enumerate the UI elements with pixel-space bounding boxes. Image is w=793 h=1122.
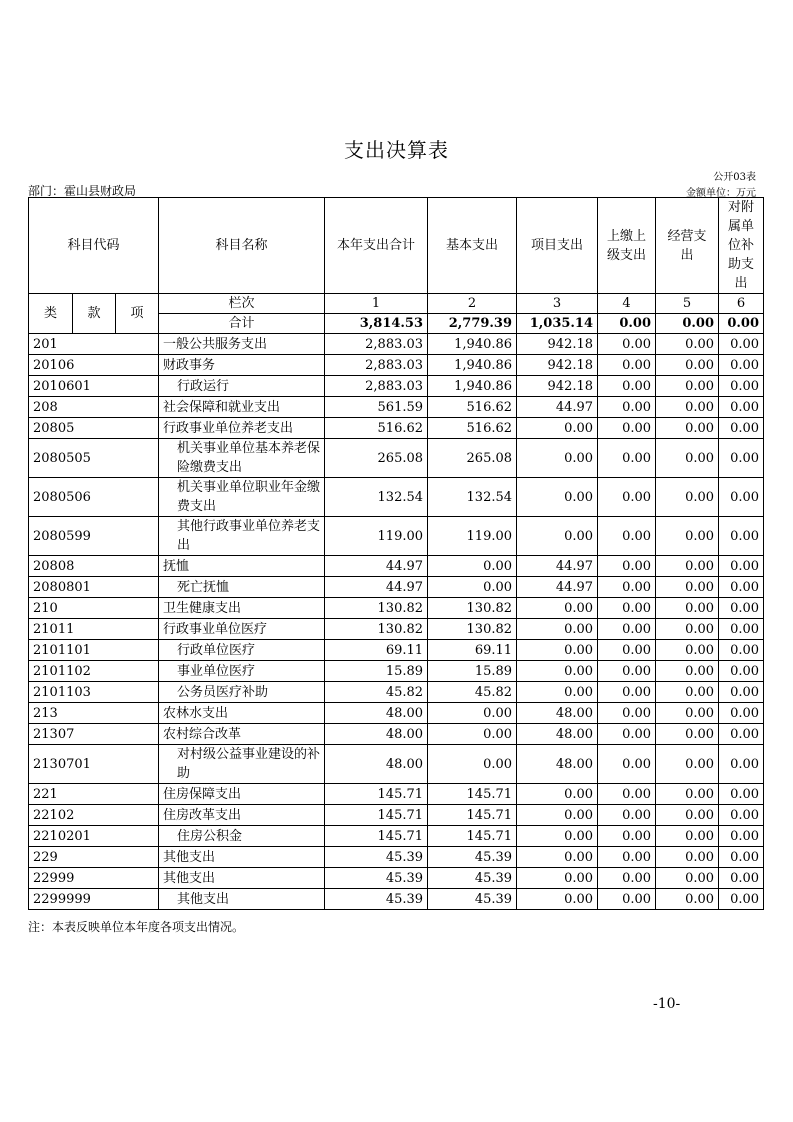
amount-cell: 0.00	[517, 826, 598, 847]
subject-code-cell: 20808	[29, 556, 159, 577]
amount-cell: 0.00	[517, 682, 598, 703]
amount-cell: 0.00	[719, 334, 764, 355]
table-note: 注：本表反映单位本年度各项支出情况。	[28, 920, 245, 934]
subject-code-cell: 2101101	[29, 640, 159, 661]
table-row	[29, 619, 764, 640]
table-row	[29, 724, 764, 745]
amount-cell: 1,940.86	[428, 334, 517, 355]
amount-cell: 0.00	[656, 745, 719, 784]
amount-cell: 48.00	[517, 724, 598, 745]
amount-cell: 0.00	[656, 640, 719, 661]
subject-name-cell: 其他支出	[159, 868, 325, 889]
subject-code-cell: 2080599	[29, 517, 159, 556]
amount-cell: 0.00	[517, 784, 598, 805]
amount-cell: 0.00	[719, 805, 764, 826]
amount-cell: 0.00	[517, 805, 598, 826]
amount-cell: 0.00	[598, 826, 656, 847]
amount-cell: 45.39	[325, 889, 428, 910]
lanci-row	[29, 294, 764, 314]
subject-name-cell: 住房改革支出	[159, 805, 325, 826]
subject-code-cell: 22999	[29, 868, 159, 889]
amount-cell: 0.00	[656, 724, 719, 745]
table-row	[29, 397, 764, 418]
department-label: 部门：霍山县财政局	[28, 184, 137, 198]
amount-cell: 0.00	[656, 826, 719, 847]
amount-cell: 0.00	[719, 784, 764, 805]
subject-code-cell: 210	[29, 598, 159, 619]
subject-code-cell: 2010601	[29, 376, 159, 397]
amount-cell: 0.00	[719, 724, 764, 745]
subject-code-cell: 2080505	[29, 439, 159, 478]
amount-cell: 130.82	[428, 619, 517, 640]
amount-cell: 0.00	[598, 847, 656, 868]
table-row	[29, 889, 764, 910]
amount-cell: 516.62	[428, 397, 517, 418]
subject-code-cell: 221	[29, 784, 159, 805]
subject-name-cell: 机关事业单位职业年金缴费支出	[159, 478, 325, 517]
amount-cell: 0.00	[656, 619, 719, 640]
total-cell: 0.00	[656, 314, 719, 334]
amount-cell: 145.71	[325, 784, 428, 805]
amount-cell: 0.00	[517, 598, 598, 619]
subject-code-cell: 21307	[29, 724, 159, 745]
amount-cell: 130.82	[325, 619, 428, 640]
amount-cell: 0.00	[517, 619, 598, 640]
amount-cell: 0.00	[719, 397, 764, 418]
header-lei: 类	[29, 294, 73, 334]
amount-cell: 44.97	[517, 556, 598, 577]
amount-cell: 265.08	[428, 439, 517, 478]
col-number-4: 4	[598, 294, 656, 314]
col-number-6: 6	[719, 294, 764, 314]
amount-cell: 0.00	[656, 577, 719, 598]
amount-cell: 0.00	[598, 724, 656, 745]
amount-cell: 0.00	[719, 619, 764, 640]
amount-cell: 0.00	[719, 661, 764, 682]
table-row	[29, 334, 764, 355]
subject-name-cell: 其他行政事业单位养老支出	[159, 517, 325, 556]
col-number-1: 1	[325, 294, 428, 314]
amount-cell: 0.00	[517, 889, 598, 910]
amount-cell: 44.97	[325, 577, 428, 598]
amount-cell: 45.39	[325, 847, 428, 868]
amount-cell: 45.39	[325, 868, 428, 889]
amount-cell: 0.00	[598, 661, 656, 682]
table-row	[29, 703, 764, 724]
amount-cell: 45.39	[428, 847, 517, 868]
subject-code-cell: 201	[29, 334, 159, 355]
amount-cell: 0.00	[656, 784, 719, 805]
amount-cell: 132.54	[428, 478, 517, 517]
amount-cell: 1,940.86	[428, 376, 517, 397]
amount-cell: 516.62	[428, 418, 517, 439]
subject-name-cell: 农林水支出	[159, 703, 325, 724]
amount-cell: 0.00	[656, 517, 719, 556]
amount-cell: 0.00	[656, 847, 719, 868]
amount-cell: 0.00	[719, 640, 764, 661]
amount-cell: 0.00	[598, 334, 656, 355]
subject-code-cell: 2299999	[29, 889, 159, 910]
header-upper-payment: 上缴上级支出	[598, 198, 656, 294]
header-row	[29, 198, 764, 294]
amount-cell: 0.00	[598, 439, 656, 478]
amount-cell: 0.00	[598, 682, 656, 703]
subject-name-cell: 农村综合改革	[159, 724, 325, 745]
amount-cell: 0.00	[598, 478, 656, 517]
subject-name-cell: 住房公积金	[159, 826, 325, 847]
table-row	[29, 847, 764, 868]
amount-cell: 45.39	[428, 889, 517, 910]
amount-cell: 48.00	[325, 724, 428, 745]
total-cell: 0.00	[719, 314, 764, 334]
subject-code-cell: 2101103	[29, 682, 159, 703]
table-row	[29, 598, 764, 619]
amount-cell: 942.18	[517, 376, 598, 397]
total-cell: 2,779.39	[428, 314, 517, 334]
amount-cell: 130.82	[325, 598, 428, 619]
amount-cell: 0.00	[656, 418, 719, 439]
amount-cell: 0.00	[656, 478, 719, 517]
table-row	[29, 640, 764, 661]
amount-cell: 1,940.86	[428, 355, 517, 376]
subject-name-cell: 住房保障支出	[159, 784, 325, 805]
table-row	[29, 577, 764, 598]
amount-cell: 0.00	[656, 334, 719, 355]
amount-cell: 0.00	[517, 868, 598, 889]
amount-cell: 0.00	[719, 478, 764, 517]
header-subsidiary-subsidy: 对附属单位补助支出	[719, 198, 764, 294]
amount-cell: 2,883.03	[325, 334, 428, 355]
table-row	[29, 826, 764, 847]
subject-name-cell: 公务员医疗补助	[159, 682, 325, 703]
table-row	[29, 805, 764, 826]
subject-code-cell: 22102	[29, 805, 159, 826]
amount-cell: 0.00	[719, 682, 764, 703]
amount-cell: 132.54	[325, 478, 428, 517]
expenditure-table	[28, 197, 764, 910]
amount-cell: 0.00	[598, 376, 656, 397]
amount-cell: 0.00	[598, 517, 656, 556]
subject-code-cell: 21011	[29, 619, 159, 640]
amount-cell: 0.00	[719, 577, 764, 598]
amount-cell: 44.97	[517, 577, 598, 598]
total-cell: 0.00	[598, 314, 656, 334]
header-lanci: 栏次	[159, 294, 325, 314]
total-cell: 1,035.14	[517, 314, 598, 334]
amount-cell: 561.59	[325, 397, 428, 418]
table-row	[29, 745, 764, 784]
amount-cell: 0.00	[428, 556, 517, 577]
amount-cell: 0.00	[719, 889, 764, 910]
amount-cell: 145.71	[428, 805, 517, 826]
subject-code-cell: 20805	[29, 418, 159, 439]
amount-cell: 48.00	[517, 745, 598, 784]
amount-cell: 2,883.03	[325, 355, 428, 376]
table-row	[29, 868, 764, 889]
header-subject-name: 科目名称	[159, 198, 325, 294]
amount-cell: 0.00	[656, 805, 719, 826]
amount-cell: 0.00	[428, 724, 517, 745]
subject-code-cell: 2101102	[29, 661, 159, 682]
table-row	[29, 478, 764, 517]
subject-name-cell: 行政事业单位养老支出	[159, 418, 325, 439]
amount-cell: 0.00	[598, 397, 656, 418]
subject-name-cell: 行政运行	[159, 376, 325, 397]
amount-cell: 0.00	[656, 598, 719, 619]
subject-name-cell: 行政事业单位医疗	[159, 619, 325, 640]
amount-cell: 0.00	[656, 376, 719, 397]
subject-name-cell: 抚恤	[159, 556, 325, 577]
unit-label: 金额单位：万元	[686, 188, 756, 199]
amount-cell: 48.00	[517, 703, 598, 724]
subject-name-cell: 行政单位医疗	[159, 640, 325, 661]
table-row	[29, 439, 764, 478]
amount-cell: 0.00	[428, 703, 517, 724]
amount-cell: 48.00	[325, 703, 428, 724]
amount-cell: 15.89	[325, 661, 428, 682]
subject-code-cell: 213	[29, 703, 159, 724]
amount-cell: 0.00	[598, 868, 656, 889]
subject-code-cell: 2080801	[29, 577, 159, 598]
amount-cell: 145.71	[428, 784, 517, 805]
amount-cell: 0.00	[598, 745, 656, 784]
header-total-expense: 本年支出合计	[325, 198, 428, 294]
amount-cell: 0.00	[719, 376, 764, 397]
header-xiang: 项	[116, 294, 159, 334]
table-row	[29, 682, 764, 703]
amount-cell: 265.08	[325, 439, 428, 478]
amount-cell: 0.00	[428, 745, 517, 784]
amount-cell: 0.00	[719, 418, 764, 439]
amount-cell: 516.62	[325, 418, 428, 439]
amount-cell: 0.00	[719, 847, 764, 868]
amount-cell: 0.00	[656, 355, 719, 376]
amount-cell: 0.00	[598, 556, 656, 577]
table-row	[29, 784, 764, 805]
amount-cell: 0.00	[517, 847, 598, 868]
amount-cell: 0.00	[719, 703, 764, 724]
amount-cell: 44.97	[325, 556, 428, 577]
subject-name-cell: 机关事业单位基本养老保险缴费支出	[159, 439, 325, 478]
subject-name-cell: 事业单位医疗	[159, 661, 325, 682]
header-kuan: 款	[73, 294, 116, 334]
subject-name-cell: 财政事务	[159, 355, 325, 376]
amount-cell: 145.71	[428, 826, 517, 847]
subject-code-cell: 2210201	[29, 826, 159, 847]
subject-name-cell: 其他支出	[159, 847, 325, 868]
total-label: 合计	[159, 314, 325, 334]
header-subject-code: 科目代码	[29, 198, 159, 294]
amount-cell: 0.00	[598, 577, 656, 598]
table-row	[29, 517, 764, 556]
amount-cell: 0.00	[656, 556, 719, 577]
amount-cell: 0.00	[517, 439, 598, 478]
col-number-5: 5	[656, 294, 719, 314]
header-project-expense: 项目支出	[517, 198, 598, 294]
subject-code-cell: 20106	[29, 355, 159, 376]
amount-cell: 0.00	[517, 640, 598, 661]
amount-cell: 0.00	[656, 703, 719, 724]
amount-cell: 0.00	[719, 355, 764, 376]
amount-cell: 0.00	[656, 661, 719, 682]
amount-cell: 0.00	[656, 682, 719, 703]
amount-cell: 0.00	[598, 418, 656, 439]
amount-cell: 0.00	[598, 619, 656, 640]
amount-cell: 0.00	[598, 805, 656, 826]
page-number: -10-	[653, 996, 681, 1012]
table-row	[29, 418, 764, 439]
amount-cell: 942.18	[517, 334, 598, 355]
amount-cell: 0.00	[656, 889, 719, 910]
amount-cell: 0.00	[656, 868, 719, 889]
amount-cell: 45.39	[428, 868, 517, 889]
header-business-expense: 经营支出	[656, 198, 719, 294]
table-row	[29, 355, 764, 376]
amount-cell: 0.00	[598, 355, 656, 376]
subject-name-cell: 一般公共服务支出	[159, 334, 325, 355]
amount-cell: 0.00	[598, 598, 656, 619]
amount-cell: 0.00	[517, 478, 598, 517]
col-number-3: 3	[517, 294, 598, 314]
subject-name-cell: 社会保障和就业支出	[159, 397, 325, 418]
amount-cell: 0.00	[656, 439, 719, 478]
page-title: 支出决算表	[344, 138, 449, 162]
subject-code-cell: 2130701	[29, 745, 159, 784]
header-basic-expense: 基本支出	[428, 198, 517, 294]
amount-cell: 69.11	[428, 640, 517, 661]
amount-cell: 0.00	[598, 784, 656, 805]
subject-code-cell: 229	[29, 847, 159, 868]
amount-cell: 69.11	[325, 640, 428, 661]
amount-cell: 0.00	[719, 868, 764, 889]
amount-cell: 145.71	[325, 826, 428, 847]
subject-name-cell: 卫生健康支出	[159, 598, 325, 619]
col-number-2: 2	[428, 294, 517, 314]
amount-cell: 44.97	[517, 397, 598, 418]
table-row	[29, 376, 764, 397]
amount-cell: 0.00	[517, 418, 598, 439]
amount-cell: 0.00	[656, 397, 719, 418]
subject-name-cell: 死亡抚恤	[159, 577, 325, 598]
amount-cell: 0.00	[598, 640, 656, 661]
amount-cell: 119.00	[325, 517, 428, 556]
amount-cell: 0.00	[719, 439, 764, 478]
amount-cell: 45.82	[428, 682, 517, 703]
amount-cell: 0.00	[719, 517, 764, 556]
table-row	[29, 661, 764, 682]
table-row	[29, 556, 764, 577]
amount-cell: 0.00	[719, 826, 764, 847]
amount-cell: 119.00	[428, 517, 517, 556]
subject-code-cell: 2080506	[29, 478, 159, 517]
amount-cell: 0.00	[598, 703, 656, 724]
subject-code-cell: 208	[29, 397, 159, 418]
amount-cell: 0.00	[428, 577, 517, 598]
amount-cell: 45.82	[325, 682, 428, 703]
form-code: 公开03表	[713, 172, 756, 183]
amount-cell: 942.18	[517, 355, 598, 376]
amount-cell: 15.89	[428, 661, 517, 682]
amount-cell: 0.00	[719, 598, 764, 619]
amount-cell: 0.00	[517, 517, 598, 556]
total-cell: 3,814.53	[325, 314, 428, 334]
amount-cell: 0.00	[517, 661, 598, 682]
amount-cell: 2,883.03	[325, 376, 428, 397]
amount-cell: 145.71	[325, 805, 428, 826]
amount-cell: 0.00	[598, 889, 656, 910]
amount-cell: 130.82	[428, 598, 517, 619]
subject-name-cell: 其他支出	[159, 889, 325, 910]
amount-cell: 48.00	[325, 745, 428, 784]
amount-cell: 0.00	[719, 556, 764, 577]
subject-name-cell: 对村级公益事业建设的补助	[159, 745, 325, 784]
amount-cell: 0.00	[719, 745, 764, 784]
